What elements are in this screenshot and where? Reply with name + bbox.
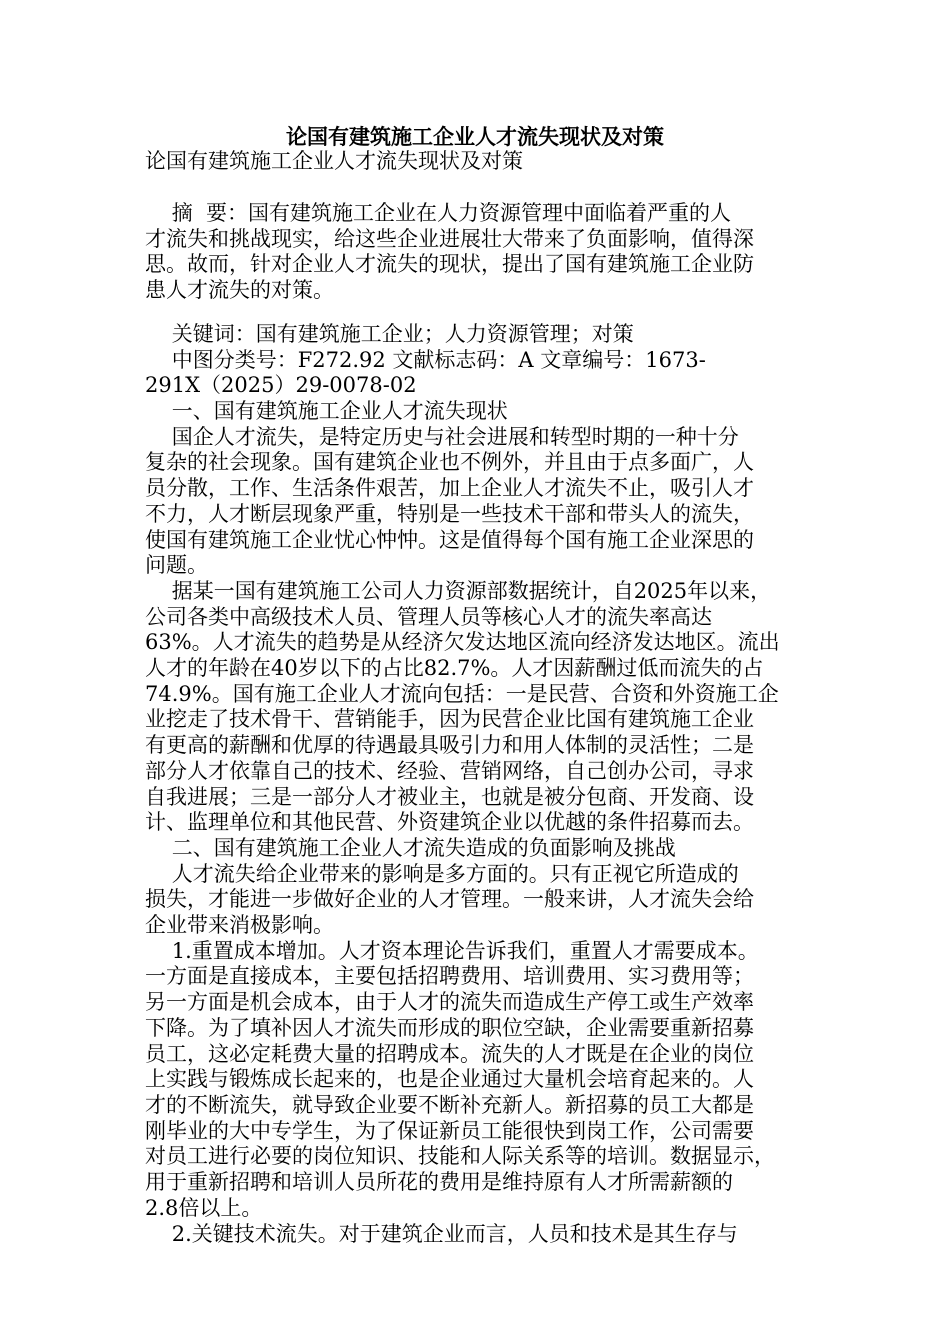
document-title: 论国有建筑施工企业人才流失现状及对策 [286, 124, 664, 149]
keywords-classification: 关键词：国有建筑施工企业；人力资源管理；对策 中图分类号：F272.92 文献标志码：A 文章编号：1673- 291X（2025）29-0078-02 [145, 322, 706, 398]
article-body: 一、国有建筑施工企业人才流失现状 国企人才流失，是特定历史与社会进展和转型时期的一种十分 复杂的社会现象。国有建筑企业也不例外，并且由于点多面广，人 员分散，工作、生活条件艰苦，加上企业人才流失不止，吸引人才 不力，人才断层现象严重，特别是一些技术干部和带头人的流失， 使国有建筑施工企业忧心忡忡。这是值得每个国有施工企业深思的 问题。 据某一国有建筑施工公司人力资源部数据统计，自2025年以来， 公司各类中高级技术人员、管理人员等核心人才的流失率高达 63%。人才流失的趋势是从经济欠发达地区流向经济发达地区。流出 人才的年龄在40岁以下的占比82.7%。人才因薪酬过低而流失的占 74.9%。国有施工企业人才流向包括：一是民营、合资和外资施工企 业挖走了技术骨干、营销能手，因为民营企业比国有建筑施工企业 有更高的薪酬和优厚的待遇最具吸引力和用人体制的灵活性；二是 部分人才依靠自己的技术、经验、营销网络，自己创办公司，寻求 自我进展；三是一部分人才被业主，也就是被分包商、开发商、设 计、监理单位和其他民营、外资建筑企业以优越的条件招募而去。 二、国有建筑施工企业人才流失造成的负面影响及挑战 人才流失给企业带来的影响是多方面的。只有正视它所造成的 损失，才能进一步做好企业的人才管理。一般来讲，人才流失会给 企业带来消极影响。 1.重置成本增加。人才资本理论告诉我们，重置人才需要成本。 一方面是直接成本，主要包括招聘费用、培训费用、实习费用等； 另一方面是机会成本，由于人才的流失而造成生产停工或生产效率 下降。为了填补因人才流失而形成的职位空缺，企业需要重新招募 员工，这必定耗费大量的招聘成本。流失的人才既是在企业的岗位 上实践与锻炼成长起来的，也是企业通过大量机会培育起来的。人 才的不断流失，就导致企业要不断补充新人。新招募的员工大都是 刚毕业的大中专学生，为了保证新员工能很快到岗工作，公司需要 对员工进行必要的岗位知识、技能和人际关系等的培训。数据显示， 用于重新招聘和培训人员所花的费用是维持原有人才所需薪额的 2.8倍以上。 2.关键技术流失。对于建筑企业而言，人员和技术是其生存与 [145, 399, 780, 1246]
abstract-paragraph: 摘 要：国有建筑施工企业在人力资源管理中面临着严重的人 才流失和挑战现实，给这些企业进展壮大带来了负面影响，值得深 思。故而，针对企业人才流失的现状，提出了国有建筑施工企业防 患人才流失的对策。 [145, 201, 754, 303]
document-subtitle: 论国有建筑施工企业人才流失现状及对策 [145, 149, 523, 173]
